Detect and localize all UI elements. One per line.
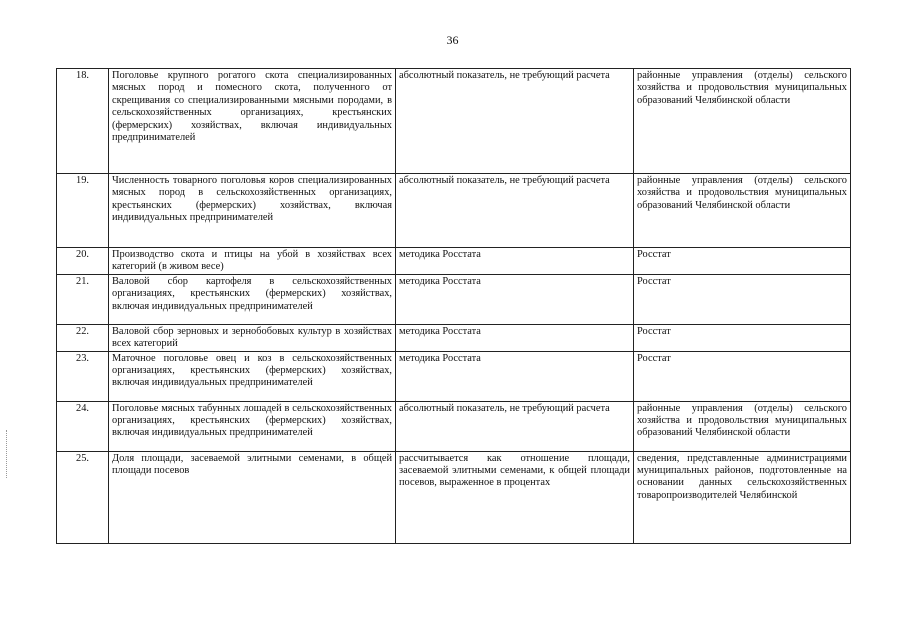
calculation-method: методика Росстата	[396, 248, 634, 275]
table-row	[57, 401, 851, 451]
table-row	[57, 324, 851, 351]
table-row	[57, 451, 851, 543]
indicator-name: Валовой сбор картофеля в сельскохозяйственных организациях, крестьянских (фермерских) хозяйствах, включая индивидуальных предпринимателей	[109, 274, 396, 324]
table-row	[57, 274, 851, 324]
calculation-method: методика Росстата	[396, 324, 634, 351]
calculation-method: абсолютный показатель, не требующий расчета	[396, 174, 634, 248]
page-number: 36	[446, 33, 459, 47]
calculation-method: абсолютный показатель, не требующий расчета	[396, 69, 634, 174]
indicator-name: Доля площади, засеваемой элитными семенами, в общей площади посевов	[109, 451, 396, 543]
table-row	[57, 69, 851, 174]
table-row	[57, 351, 851, 401]
indicator-name: Производство скота и птицы на убой в хозяйствах всех категорий (в живом весе)	[109, 248, 396, 275]
row-number: 24.	[57, 401, 109, 451]
table-row	[57, 174, 851, 248]
row-number: 21.	[57, 274, 109, 324]
calculation-method: абсолютный показатель, не требующий расчета	[396, 401, 634, 451]
data-source: сведения, представленные администрациями муниципальных районов, подготовленные на основании данных сельскохозяйственных товаропроизводителей Челябинской	[634, 451, 851, 543]
row-number: 25.	[57, 451, 109, 543]
row-number: 19.	[57, 174, 109, 248]
data-source: Росстат	[634, 324, 851, 351]
indicators-table	[56, 68, 851, 544]
row-number: 18.	[57, 69, 109, 174]
indicator-name: Маточное поголовье овец и коз в сельскохозяйственных организациях, крестьянских (фермерских) хозяйствах, включая индивидуальных предпринимателей	[109, 351, 396, 401]
indicator-name: Численность товарного поголовья коров специализированных мясных пород в сельскохозяйственных организациях, крестьянских (фермерских) хозяйствах, включая индивидуальных предпринимателей	[109, 174, 396, 248]
data-source: Росстат	[634, 274, 851, 324]
calculation-method: методика Росстата	[396, 274, 634, 324]
table-row	[57, 248, 851, 275]
indicator-name: Поголовье мясных табунных лошадей в сельскохозяйственных организациях, крестьянских (фермерских) хозяйствах, включая индивидуальных предпринимателей	[109, 401, 396, 451]
data-source: районные управления (отделы) сельского хозяйства и продовольствия муниципальных образований Челябинской области	[634, 69, 851, 174]
row-number: 23.	[57, 351, 109, 401]
row-number: 22.	[57, 324, 109, 351]
calculation-method: методика Росстата	[396, 351, 634, 401]
indicator-name: Поголовье крупного рогатого скота специализированных мясных пород и помесного скота, полученного от скрещивания со специализированными мясными породами, в сельскохозяйственных организациях, крестьянских (фермерских) хозяйствах, включая индивидуальных предпринимателей	[109, 69, 396, 174]
data-source: районные управления (отделы) сельского хозяйства и продовольствия муниципальных образований Челябинской области	[634, 401, 851, 451]
data-source: районные управления (отделы) сельского хозяйства и продовольствия муниципальных образований Челябинской области	[634, 174, 851, 248]
calculation-method: рассчитывается как отношение площади, засеваемой элитными семенами, к общей площади посевов, выраженное в процентах	[396, 451, 634, 543]
data-source: Росстат	[634, 248, 851, 275]
margin-mark	[6, 430, 8, 478]
row-number: 20.	[57, 248, 109, 275]
data-source: Росстат	[634, 351, 851, 401]
indicator-name: Валовой сбор зерновых и зернобобовых культур в хозяйствах всех категорий	[109, 324, 396, 351]
